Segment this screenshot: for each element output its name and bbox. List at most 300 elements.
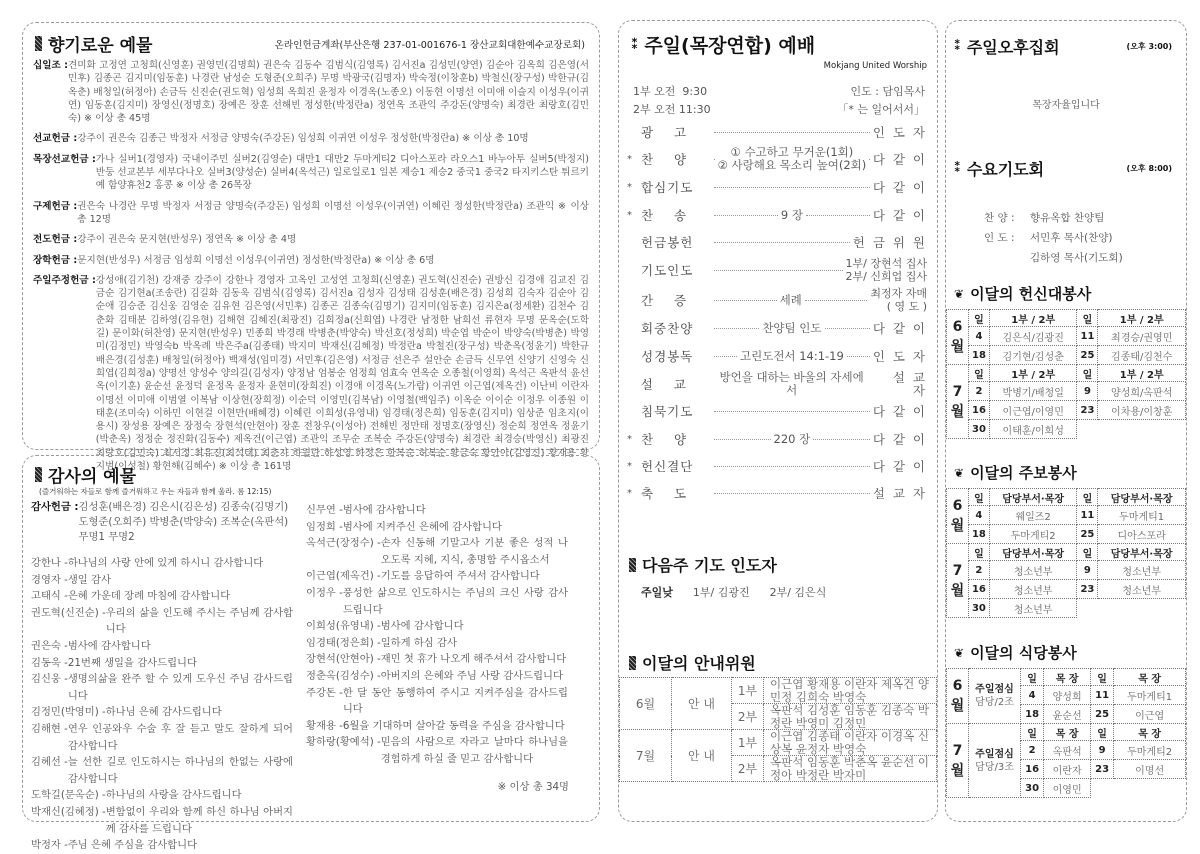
section-marker-icon xyxy=(35,36,42,51)
service-assignee: 두마게티2 xyxy=(989,525,1077,544)
bulletin-table xyxy=(946,488,1186,618)
column-header: 일 xyxy=(1077,489,1098,506)
column-header: 일 xyxy=(1077,365,1098,382)
dot-leader xyxy=(714,300,777,301)
service-assignee: 청소년부 xyxy=(989,561,1077,580)
donor-name: 강한나 - xyxy=(31,557,68,569)
order-person: 다 같 이 xyxy=(872,151,927,167)
thanks-message: 21번째 생일을 감사드립니다 xyxy=(67,656,197,669)
offering-names: 강성애(김기천) 강재중 강주이 강한나 경영자 고옥인 고성연 고청희(신영훈) 권도혁(신진순) 권방신 김경애 김교진 김금순 김기현a(조송란) 김길화 김동욱 김범식(김영록) 김서진a 김성자 김성태 김성훈(배은경) 김성희 김숙자 김순아 김순애 김승준 김신웅 김영순 김유현 김은영(서민후) 김종곤 김종숙(김명기) 김지미(임동훈) 김지은a(정세환) 김천수 김춘화 김태분 김하영(김유현) 김해현 김혜진(최광진) 김희정a(신희엽) 나경란 남정한 남희선 류현자 무명 문옥순(도학길) 문이화(허찬영) 문지현(반성우) 민종희 박경래 박병춘(박양숙) 박선호(정성희) 박순엽 박순이 박양숙(박병춘) 박영미(김정민) 박영숙b 박옥례 박은주a(김종태) 박지미 박재신(김혜정) 박정란a 박철진(장구성) 박춘옥(정윤기) 박한규 배은경(김성훈) 배청일(허정아) 백재성(임미경) 서민후(김은영) 서정금 선은주 설안순 손금득 신무연 신양기 신영숙 신희엽(김희정a) 양명선 양성수 양의길(김성자) 양정남 엄봉순 엄정희 엄효숙 연옥순 오종철(이영희) 옥석근 옥판석 윤선옥(이기훈) 윤순선 윤정덕 윤정옥 윤정자 윤현미(장희진) 이경애 이경옥(노가람) 이귀연 이근엽(제옥건) 이난비 이란자 이명선 이미애 이범열 이복남 이상현(장희정) 이순덕 이영민(김복남) 이영철(백임주) 이옥순 이이순 이정우 이종원 이태훈(조미숙) 이하민 이현걸 이현만(배혜경) 이혜린 이희성(유영내) 임경태(정은희) 임동훈(김지미) 임상준 임초지(이용시) 장성용 장예은 장정숙 장현석(안현아) 장훈 전창우(이성아) 전해빈 정만태 정명호(장영신) 정순희 정연옥 정윤기(박춘옥) 정정순 정진화(김동수) 제옥건(이근엽) 조관익 조무순 조복순 주강돈(양명숙) 최경란 최경승(박영신) 최광진 최랑호(김민숙) 최서정 최유진(최석태) 최춘자 하월란 하성영 하정은 한복순 허복순 황금숙 황안아(김영신) 황재용 황지범(이성철) 황현해(김혜수) ※ 이상 총 161명 xyxy=(95,274,589,473)
gratitude-label: 감사헌금 : xyxy=(31,501,79,513)
column-header: 담당부서·목장 xyxy=(989,489,1077,506)
service-row xyxy=(947,506,1186,525)
section-marker-icon xyxy=(35,467,42,482)
thanks-entry xyxy=(306,519,568,536)
service-day: 11 xyxy=(1077,506,1098,525)
order-person: 다 같 이 xyxy=(872,431,927,447)
service-day: 4 xyxy=(969,327,990,346)
wednesday-label: 인 도 : xyxy=(984,232,1015,244)
usher-part: 2부 xyxy=(732,704,764,730)
donor-name: 김정민(박영미) - xyxy=(31,706,106,719)
order-item xyxy=(627,174,927,200)
thanks-entry xyxy=(31,605,293,638)
thanks-entry xyxy=(306,535,568,568)
service-assignee: 웨일즈2 xyxy=(989,506,1077,525)
thanks-message: 생일 감사 xyxy=(67,573,111,586)
order-label: 회중찬양 xyxy=(641,321,694,336)
section-marker-icon xyxy=(629,558,636,572)
order-item xyxy=(627,371,927,397)
cafeteria-heading xyxy=(954,642,1077,663)
thanks-entry xyxy=(31,837,293,854)
thanks-message: 재민 첫 휴가 나오게 해주셔서 감사합니다 xyxy=(380,653,567,666)
offering-section xyxy=(33,132,589,145)
service-row xyxy=(947,401,1186,420)
standing-marker: * xyxy=(627,460,632,472)
column-header: 일 xyxy=(1090,669,1113,686)
order-label: 찬 송 xyxy=(641,208,688,223)
offering-label: 전도헌금 : xyxy=(33,234,78,246)
usher-month: 7월 xyxy=(620,730,672,782)
offering-section xyxy=(33,274,589,473)
column-header: 1부 / 2부 xyxy=(989,310,1077,327)
service-assignee: 두마게티1 xyxy=(1098,506,1186,525)
gratitude-offering xyxy=(31,500,293,545)
column-header: 일 xyxy=(969,544,990,561)
dot-leader xyxy=(813,439,870,440)
thanks-entry xyxy=(306,585,568,618)
donor-name: 주강돈 - xyxy=(306,686,343,699)
offering-section xyxy=(33,153,589,193)
order-person: 설 교 자 xyxy=(872,485,927,501)
order-person: 인 도 자 xyxy=(872,124,927,140)
thanks-entry xyxy=(31,804,293,837)
dot-leader xyxy=(714,242,850,243)
thanks-entry xyxy=(306,651,568,668)
service-assignee: 디아스포라 xyxy=(1098,525,1186,544)
meal-team: 담당/2조 xyxy=(975,697,1014,708)
service-assignee: 김은식/김광진 xyxy=(989,327,1077,346)
right-panel xyxy=(945,20,1187,822)
thanks-message: 일하게 하심 감사 xyxy=(380,636,457,649)
afternoon-time: (오후 3:00) xyxy=(1126,42,1172,51)
usher-part: 1부 xyxy=(732,730,764,756)
offering-section xyxy=(33,59,589,125)
offering-names: 강주이 권은숙 문지현(반성우) 정연옥 ※ 이상 총 4명 xyxy=(77,234,297,246)
thanks-entry xyxy=(31,754,293,787)
column-header: 일 xyxy=(1090,724,1113,741)
order-person: 다 같 이 xyxy=(872,179,927,195)
donor-name: 김혜선 - xyxy=(31,756,68,769)
service-assignee: 두마게티1 xyxy=(1114,686,1186,705)
service-day: 25 xyxy=(1077,525,1098,544)
order-content: 방언을 대하는 바울의 자세에서 xyxy=(719,370,864,397)
service-row xyxy=(947,327,1186,346)
column-header: 목 장 xyxy=(1044,724,1091,741)
header-row xyxy=(947,310,1186,327)
column-header: 목 장 xyxy=(1114,724,1186,741)
column-header: 담당부서·목장 xyxy=(989,544,1077,561)
service-assignee: 옥판석 xyxy=(1044,741,1091,760)
service-assignee: 김기현/김성춘 xyxy=(989,346,1077,365)
wednesday-row xyxy=(984,208,1123,228)
donor-name: 황재용 - xyxy=(306,719,343,732)
thanks-entry xyxy=(31,572,293,589)
column-header: 담당부서·목장 xyxy=(1098,544,1186,561)
bible-verse: (즐거워하는 자들로 함께 즐거워하고 우는 자들과 함께 울라. 롬 12:15) xyxy=(39,487,272,496)
order-content: 찬양팀 인도 xyxy=(762,320,822,335)
thanks-message: 범사에 지켜주신 은혜에 감사합니다 xyxy=(342,520,502,533)
donor-name: 박정자 - xyxy=(31,839,68,852)
offering-label: 선교헌금 : xyxy=(33,133,78,145)
meal-team: 담당/3조 xyxy=(975,761,1014,773)
offering-section xyxy=(33,254,589,267)
offering-names: 문지현(반성우) 서정금 임성희 이명선 이성우(이귀연) 정성한(박정란a) ※ 이상 총 6명 xyxy=(77,254,435,266)
wednesday-details xyxy=(984,208,1123,268)
thanks-entry xyxy=(31,655,293,672)
service-day: 18 xyxy=(969,525,990,544)
column-header: 일 xyxy=(1021,669,1044,686)
wednesday-time: (오후 8:00) xyxy=(1126,164,1172,173)
order-label: 축 도 xyxy=(641,486,688,501)
thanks-left-column xyxy=(31,500,293,854)
column-header: 1부 / 2부 xyxy=(1098,365,1186,382)
donor-name: 옥석근(장정수) - xyxy=(306,537,381,550)
meal-label: 주일점심 xyxy=(975,684,1014,695)
thanks-message: 풍성한 삶으로 인도하시는 주님의 크신 사랑 감사드립니다 xyxy=(342,586,568,616)
order-person: 다 같 이 xyxy=(872,207,927,223)
order-item xyxy=(627,453,927,479)
dot-leader xyxy=(714,493,870,494)
donor-name: 이근엽(제옥건) - xyxy=(306,570,381,583)
donor-name: 김동욱 - xyxy=(31,656,68,669)
thanks-entry xyxy=(31,671,293,704)
usher-row xyxy=(620,730,937,756)
dot-leader xyxy=(714,159,715,160)
usher-names: 옥판석 김성훈 임동훈 김종숙 박정란 박영미 김정민 xyxy=(764,704,937,730)
service-assignee: 이명선 xyxy=(1114,760,1186,779)
order-person: 1부/ 장현석 집사 2부/ 신희업 집사 xyxy=(845,257,927,283)
gratitude-names: 김성훈(배은경) 김은시(김은성) 김종숙(김명기) 도형준(오희주) 박병춘(박양숙) 조복순(옥판석) 무명1 무명2 xyxy=(78,501,289,543)
thanks-message: 변함없이 우리와 함께 하신 하나님 아버지께 감사를 드립니다 xyxy=(105,805,293,835)
service-assignee: 청소년부 xyxy=(989,599,1077,618)
heart-leaf-icon: ❦ xyxy=(954,645,965,660)
header-row xyxy=(947,365,1186,382)
second-service-leader: 2부/ 김은식 xyxy=(769,586,827,599)
donor-name: 김신웅 - xyxy=(31,673,68,686)
service-day: 25 xyxy=(1077,346,1098,365)
offering-label: 주일주정헌금 : xyxy=(33,274,96,286)
thanks-entry xyxy=(31,588,293,605)
wednesday-value: 향유옥합 찬양팀 xyxy=(1030,212,1105,224)
thanks-entry xyxy=(31,704,293,721)
month-label: 7 월 xyxy=(947,365,969,439)
thanks-message: 손자 신동해 기말고사 기분 좋은 성적 나오도록 지혜, 지식, 총명함 주시옵소서 xyxy=(380,537,568,566)
header-row xyxy=(947,669,1186,686)
dots-marker-icon: ⁑ xyxy=(954,39,961,54)
service-day: 11 xyxy=(1090,686,1113,705)
service-assignee: 청소년부 xyxy=(1098,580,1186,599)
dot-leader xyxy=(869,159,870,160)
service-day: 30 xyxy=(969,599,990,618)
dot-leader xyxy=(714,466,870,467)
bulletin-title: 이달의 주보봉사 xyxy=(970,464,1077,482)
header-row xyxy=(947,724,1186,741)
donor-name: 박재신(김혜정) - xyxy=(31,805,106,818)
order-item xyxy=(627,398,927,424)
service-assignee: 이란자 xyxy=(1044,760,1091,779)
worship-panel xyxy=(618,20,938,822)
cafeteria-title: 이달의 식당봉사 xyxy=(970,644,1077,662)
thanks-right-column xyxy=(306,502,568,768)
service-row xyxy=(947,346,1186,365)
usher-month: 6월 xyxy=(620,678,672,730)
service-day: 16 xyxy=(969,401,990,420)
service-row xyxy=(947,382,1186,401)
dot-leader xyxy=(714,411,870,412)
thanks-message: 하나님의 사랑을 감사드립니다 xyxy=(105,789,242,802)
thanks-message: 연우 인공와우 수술 후 잘 듣고 말도 잘하게 되어 감사합니다 xyxy=(67,722,293,752)
service-day: 30 xyxy=(969,420,990,439)
section-marker-icon xyxy=(629,656,636,670)
service-assignee: 이근엽/이영민 xyxy=(989,401,1077,420)
service-time-1: 1부 오전 9:30 xyxy=(633,85,708,98)
wednesday-value: 서민후 목사(찬양) xyxy=(1030,232,1113,244)
wednesday-row xyxy=(984,228,1123,248)
thanks-message: 믿음의 사람으로 자라고 날마다 하나님을 경험하게 하실 줄 믿고 감사합니다 xyxy=(380,736,568,765)
worship-leader: 인도 : 담임목사 xyxy=(850,85,925,98)
next-prayer-title: 다음주 기도 인도자 xyxy=(642,556,777,575)
month-label: 7 월 xyxy=(947,544,969,618)
thanks-entry xyxy=(31,787,293,804)
service-day: 25 xyxy=(1090,705,1113,724)
service-day: 9 xyxy=(1077,382,1098,401)
order-item xyxy=(627,146,927,172)
offering-label: 구제헌금 : xyxy=(33,200,78,212)
usher-names: 옥판석 임동훈 박춘옥 윤순선 이정아 박정란 박자미 xyxy=(764,756,937,782)
heart-leaf-icon: ❦ xyxy=(954,286,965,301)
service-day: 16 xyxy=(969,580,990,599)
header-row xyxy=(947,489,1186,506)
order-label: 기도인도 xyxy=(641,263,694,278)
order-person: 설 교 자 xyxy=(892,370,927,398)
column-header: 일 xyxy=(969,489,990,506)
thanks-entry xyxy=(306,502,568,519)
donor-name: 경영자 - xyxy=(31,573,68,586)
order-item xyxy=(627,119,927,145)
column-header: 목 장 xyxy=(1114,669,1186,686)
dedication-table xyxy=(946,309,1186,439)
order-item xyxy=(627,229,927,255)
service-row xyxy=(947,420,1186,439)
order-item xyxy=(627,343,927,369)
service-assignee: 이영민 xyxy=(1044,779,1091,798)
service-row xyxy=(947,599,1186,618)
order-content: 220 장 xyxy=(773,431,811,446)
dot-leader xyxy=(805,300,868,301)
donor-name: 권도혁(신진순) - xyxy=(31,606,106,619)
service-day: 30 xyxy=(1021,779,1044,798)
offering-names: 가나 실버1(경영자) 국내이주민 실버2(김영순) 대만1 대만2 두마게티2 디아스포라 라오스1 바누아투 실버5(박정지) 반둥 선교본부 세부다나오 실버3(양성순) 실버4(옥석근) 일로일로1 일본 제승1 제승2 중국1 중국2 타지키스탄 튀르키예 함양휴천2 홍콩 ※ 이상 총 26목장 xyxy=(95,153,589,192)
column-header: 일 xyxy=(1077,310,1098,327)
heart-leaf-icon: ❦ xyxy=(954,465,965,480)
donor-name: 신무연 - xyxy=(306,504,343,516)
afternoon-text: 목장자율입니다 xyxy=(1032,100,1100,111)
column-header: 1부 / 2부 xyxy=(989,365,1077,382)
afternoon-title: 주일오후집회 xyxy=(966,38,1060,57)
online-account: 온라인헌금계좌(부산은행 237-01-001676-1 장산교회대한예수교장로회) xyxy=(274,40,585,51)
column-header: 일 xyxy=(1077,544,1098,561)
thanks-message: 아버지의 은혜와 주님 사랑 감사드립니다 xyxy=(380,669,563,682)
dot-leader xyxy=(714,132,870,133)
ushers-table xyxy=(619,677,937,782)
offering-section xyxy=(33,233,589,246)
service-assignee: 청소년부 xyxy=(1098,561,1186,580)
donor-name: 이정우 - xyxy=(306,586,343,599)
donor-name: 고태식 - xyxy=(31,590,68,603)
standing-marker: * xyxy=(627,209,632,221)
donor-name: 도학길(문옥순) - xyxy=(31,789,106,802)
thanks-entry xyxy=(31,638,293,655)
thanks-message: 늘 선한 길로 인도하시는 하나님의 한없는 사랑에 감사합니다 xyxy=(67,756,293,785)
wednesday-label: 찬 양 : xyxy=(984,212,1015,224)
column-header: 일 xyxy=(969,310,990,327)
thanks-entry xyxy=(306,618,568,635)
order-label: 간 증 xyxy=(641,293,688,308)
next-prayer-leaders xyxy=(641,584,826,600)
thanks-message: 주님 은혜 주심을 감사합니다 xyxy=(67,839,198,852)
order-person: 다 같 이 xyxy=(872,403,927,419)
service-assignee: 박병기/배청일 xyxy=(989,382,1077,401)
dot-leader xyxy=(714,187,870,188)
service-day: 9 xyxy=(1077,561,1098,580)
column-header: 담당부서·목장 xyxy=(1098,489,1186,506)
thanks-total: ※ 이상 총 34명 xyxy=(497,781,569,793)
dot-leader xyxy=(847,356,870,357)
donor-name: 정춘옥(김성수) - xyxy=(306,669,381,682)
offering-names: 견미화 고정연 고청희(신영훈) 권영민(김명희) 권은숙 김동수 김범식(김영록) 김서진a 김성민(양연) 김순아 김옥희 김은영(서민후) 김종곤 김지미(임동훈) 나경란 남성순 도형준(오희주) 무명 박광국(김명자) 박숙정(이창훈b) 박철신(장구성) 박한규(김옥춘) 배청일(허정아) 손금득 신진순(권도혁) 임성희 옥희진 윤정자 이경옥(노종오) 이동현 이명선 이미애 이슬지 이성우(이귀연) 임동훈(김지미) 장영신(정명호) 장예은 장훈 선해빈 정성한(박정란a) 정연옥 조관익 주강돈(양명숙) 최경란 최랑호(김민숙) ※ 이상 총 45명 xyxy=(67,60,589,125)
service-day: 16 xyxy=(1021,760,1044,779)
worship-title: 주일(목장연합) 예배 xyxy=(644,35,816,57)
column-header: 일 xyxy=(969,365,990,382)
offerings-title: 향기로운 예물 xyxy=(48,36,153,56)
service-day: 18 xyxy=(1021,705,1044,724)
usher-names: 이근엽 김종태 이란자 이경옥 신상복 윤정자 박영숙 xyxy=(764,730,937,756)
worship-subtitle: Mokjang United Worship xyxy=(823,61,927,71)
donor-name: 임정희 - xyxy=(306,520,343,533)
header-row xyxy=(947,544,1186,561)
order-label: 설 교 xyxy=(640,377,687,392)
service-assignee: 두마게티2 xyxy=(1114,741,1186,760)
thanks-entry xyxy=(306,668,568,685)
offering-label: 목장선교헌금 : xyxy=(33,153,96,165)
standing-note: 「* 는 일어서서」 xyxy=(837,103,925,116)
order-person: 다 같 이 xyxy=(872,458,927,474)
order-label: 합심기도 xyxy=(641,180,694,195)
order-content: 고린도전서 14:1-19 xyxy=(740,348,844,363)
thanks-message: 하나님의 사랑 안에 있게 하시니 감사합니다 xyxy=(67,557,264,569)
thanks-entry xyxy=(31,721,293,754)
service-assignee: 양성희/옥판석 xyxy=(1098,382,1186,401)
service-assignee: 양성희 xyxy=(1044,686,1091,705)
thanks-entry xyxy=(306,635,568,652)
thanks-message: 기도를 응답하여 주셔서 감사합니다 xyxy=(380,570,540,583)
donor-name: 이희성(유영내) - xyxy=(306,620,381,633)
dot-leader xyxy=(714,439,771,440)
service-assignee: 이태훈/이희성 xyxy=(989,420,1077,439)
thanks-panel xyxy=(22,455,600,852)
dot-leader xyxy=(825,328,870,329)
thanks-entry xyxy=(306,568,568,585)
column-header: 일 xyxy=(1021,724,1044,741)
thanks-message: 은혜 가운데 장례 마침에 감사합니다 xyxy=(67,590,231,603)
service-day: 4 xyxy=(969,506,990,525)
service-day: 23 xyxy=(1077,580,1098,599)
order-person: 인 도 자 xyxy=(872,348,927,364)
service-assignee: 이근엽 xyxy=(1114,705,1186,724)
bulletin-heading xyxy=(954,462,1077,483)
order-person: 최정자 자매 ( 영 도 ) xyxy=(870,287,928,313)
month-label: 7 월 xyxy=(947,724,969,798)
donor-name: 김해현 - xyxy=(31,722,68,735)
dot-leader xyxy=(806,215,870,216)
donor-name: 황하랑(황예석) - xyxy=(306,736,381,749)
month-label: 6 월 xyxy=(947,310,969,365)
offering-label: 십일조 : xyxy=(33,60,68,71)
thanks-message: 생명의삶을 완주 할 수 있게 도우신 주님 감사드립니다 xyxy=(67,673,293,702)
offering-label: 장학헌금 : xyxy=(33,254,78,266)
order-item xyxy=(627,257,927,283)
order-item xyxy=(627,287,927,313)
service-day: 23 xyxy=(1077,401,1098,420)
wednesday-label xyxy=(984,248,1024,268)
order-item xyxy=(627,426,927,452)
service-row xyxy=(947,525,1186,544)
service-assignee: 이차용/이창훈 xyxy=(1098,401,1186,420)
thanks-message: 범사에 감사합니다 xyxy=(342,504,426,516)
order-item xyxy=(627,315,927,341)
order-label: 헌신결단 xyxy=(641,459,694,474)
dots-marker-icon: ⁑ xyxy=(631,36,639,53)
service-assignee: 최경승/권영민 xyxy=(1098,327,1186,346)
service-day: 4 xyxy=(1021,686,1044,705)
dots-marker-icon: ⁑ xyxy=(954,161,961,176)
standing-marker: * xyxy=(627,487,632,499)
dot-leader xyxy=(714,356,737,357)
standing-marker: * xyxy=(627,153,632,165)
service-row xyxy=(947,561,1186,580)
usher-part: 2부 xyxy=(732,756,764,782)
dedication-title: 이달의 헌신대봉사 xyxy=(970,285,1092,303)
order-label: 찬 양 xyxy=(641,432,688,447)
offering-section xyxy=(33,200,589,227)
dedication-heading xyxy=(954,283,1091,304)
service-day: 18 xyxy=(969,346,990,365)
order-label: 헌금봉헌 xyxy=(641,235,694,250)
service-day: 23 xyxy=(1090,760,1113,779)
service-day: 11 xyxy=(1077,327,1098,346)
service-assignee: 김종태/김천수 xyxy=(1098,346,1186,365)
thanks-title: 감사의 예물 xyxy=(48,467,137,487)
order-person: 다 같 이 xyxy=(872,320,928,336)
ushers-title: 이달의 안내위원 xyxy=(642,654,756,673)
offerings-panel xyxy=(22,22,600,473)
order-content: ① 수고하고 무거운(1회) ② 사랑해요 목소리 높여(2회) xyxy=(717,145,867,172)
order-label: 침묵기도 xyxy=(641,404,694,419)
offering-sections xyxy=(33,59,589,480)
order-label: 광 고 xyxy=(641,125,688,140)
offering-names: 권은숙 나경란 무명 박정자 서정금 양명숙(주강돈) 임성희 이명선 이성우(이귀연) 이혜린 정성한(박정란a) 조관익 ※ 이상 총 12명 xyxy=(77,200,589,225)
